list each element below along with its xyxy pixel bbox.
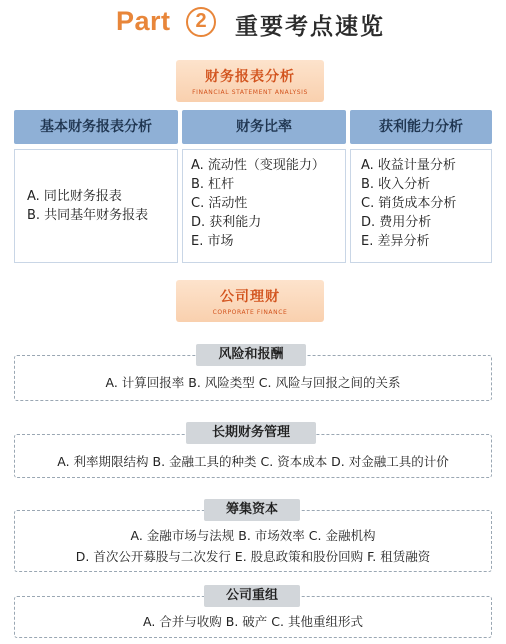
- topic-title-restructuring: 公司重组: [204, 585, 300, 607]
- section-title-zh: 公司理财: [220, 289, 280, 305]
- column-header: 获利能力分析: [350, 110, 492, 144]
- list-item: E. 差异分析: [361, 234, 430, 249]
- list-item: B. 收入分析: [361, 177, 431, 192]
- section-corporate-finance: [176, 280, 324, 322]
- list-item: A. 流动性（变现能力）: [191, 158, 325, 173]
- list-item: A. 收益计量分析: [361, 158, 456, 173]
- topic-title-raising-capital: 筹集资本: [204, 499, 300, 521]
- section-title-en: CORPORATE FINANCE: [212, 309, 288, 316]
- column-header: 财务比率: [182, 110, 346, 144]
- list-item: B. 共同基年财务报表: [27, 208, 149, 223]
- part-number-badge: 2: [186, 7, 216, 37]
- list-item: E. 市场: [191, 234, 234, 249]
- topic-line: A. 计算回报率 B. 风险类型 C. 风险与回报之间的关系: [105, 375, 401, 390]
- topic-title-long-term-finance: 长期财务管理: [186, 422, 316, 444]
- part-label: Part: [116, 6, 171, 36]
- table-column-financial-ratios: [182, 110, 346, 263]
- section-title-en: FINANCIAL STATEMENT ANALYSIS: [192, 89, 308, 96]
- list-item: C. 销货成本分析: [361, 196, 457, 211]
- topic-line: A. 金融市场与法规 B. 市场效率 C. 金融机构: [130, 528, 376, 543]
- list-item: A. 同比财务报表: [27, 189, 122, 204]
- topic-line: A. 合并与收购 B. 破产 C. 其他重组形式: [143, 614, 363, 629]
- list-item: C. 活动性: [191, 196, 248, 211]
- column-body: [182, 149, 346, 263]
- column-body: [350, 149, 492, 263]
- list-item: D. 费用分析: [361, 215, 432, 230]
- topic-line: A. 利率期限结构 B. 金融工具的种类 C. 资本成本 D. 对金融工具的计价: [57, 454, 449, 469]
- section-financial-statement-analysis: [176, 60, 324, 102]
- table-column-profitability: [350, 110, 492, 263]
- table-column-basic-statement: [14, 110, 178, 263]
- page-title: 重要考点速览: [235, 14, 385, 40]
- column-body: [14, 149, 178, 263]
- list-item: D. 获利能力: [191, 215, 262, 230]
- list-item: B. 杠杆: [191, 177, 235, 192]
- page-header: [0, 0, 506, 46]
- topic-title-risk-return: 风险和报酬: [196, 344, 306, 366]
- topic-line: D. 首次公开募股与二次发行 E. 股息政策和股份回购 F. 租赁融资: [75, 549, 431, 564]
- column-header: 基本财务报表分析: [14, 110, 178, 144]
- section-title-zh: 财务报表分析: [205, 69, 295, 85]
